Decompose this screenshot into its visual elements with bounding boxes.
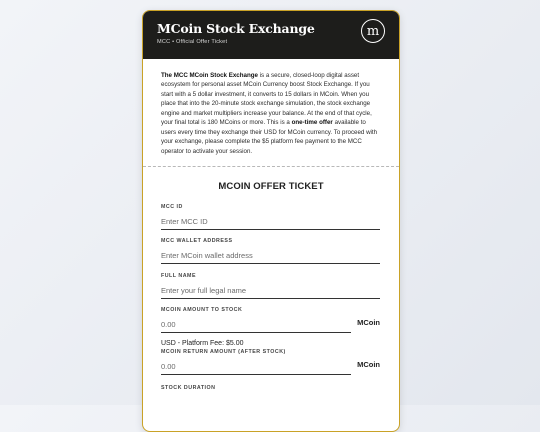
full-name-field [161,273,380,299]
full-name-input[interactable]: Enter your full legal name [161,284,380,299]
full-name-label: FULL NAME [161,273,197,280]
ticket-title: MCOIN OFFER TICKET [218,181,324,193]
mcc-id-label: MCC ID [161,204,183,211]
return-field [161,349,380,375]
intro-text-2: available to users every time they exchange their USD for MCoin currency. To proceed with your exchange, please complete the $5 platform fee payment to the MCC operator to activate your session. [161,119,378,155]
platform-fee-text: USD - Platform Fee: $5.00 [161,340,244,348]
mcc-id-input[interactable]: Enter MCC ID [161,215,380,230]
app-title: MCoin Stock Exchange [157,21,315,36]
logo-letter: m [366,23,380,39]
amount-field [161,307,380,333]
wallet-input[interactable]: Enter MCoin wallet address [161,249,380,264]
return-input[interactable]: 0.00 [161,360,351,375]
wallet-field [161,238,380,264]
amount-unit: MCoin [357,318,380,328]
wallet-label: MCC WALLET ADDRESS [161,238,233,245]
mcc-id-field [161,204,380,230]
intro-brand: The MCC MCoin Stock Exchange [161,72,258,79]
dashed-divider [143,166,399,167]
duration-field [161,385,380,391]
return-unit: MCoin [357,360,380,370]
header-subtitle: MCC • Official Offer Ticket [157,39,228,45]
mcc-logo [361,19,385,43]
card-header [143,11,399,59]
duration-label: STOCK DURATION [161,385,216,392]
offer-ticket-card [142,10,400,432]
intro-offer: one-time offer [291,119,333,127]
return-label: MCOIN RETURN AMOUNT (AFTER STOCK) [161,349,286,356]
platform-fee [161,340,380,347]
amount-label: MCOIN AMOUNT TO STOCK [161,307,243,314]
amount-input[interactable]: 0.00 [161,318,351,333]
intro-paragraph [143,59,399,156]
intro-text-1: is a secure, closed-loop digital asset ecosystem for personal asset MCoin Currency boost Stock Exchange. If you start with a 5 dollar investment, it converts to 15 dollars in MCoin. When you place that into the 20-minute stock exchange simulation, the stock exchange engine and market multipliers increase your balance. At the end of that cycle, your final total is 180 MCoins or more. This is a [161,72,372,127]
